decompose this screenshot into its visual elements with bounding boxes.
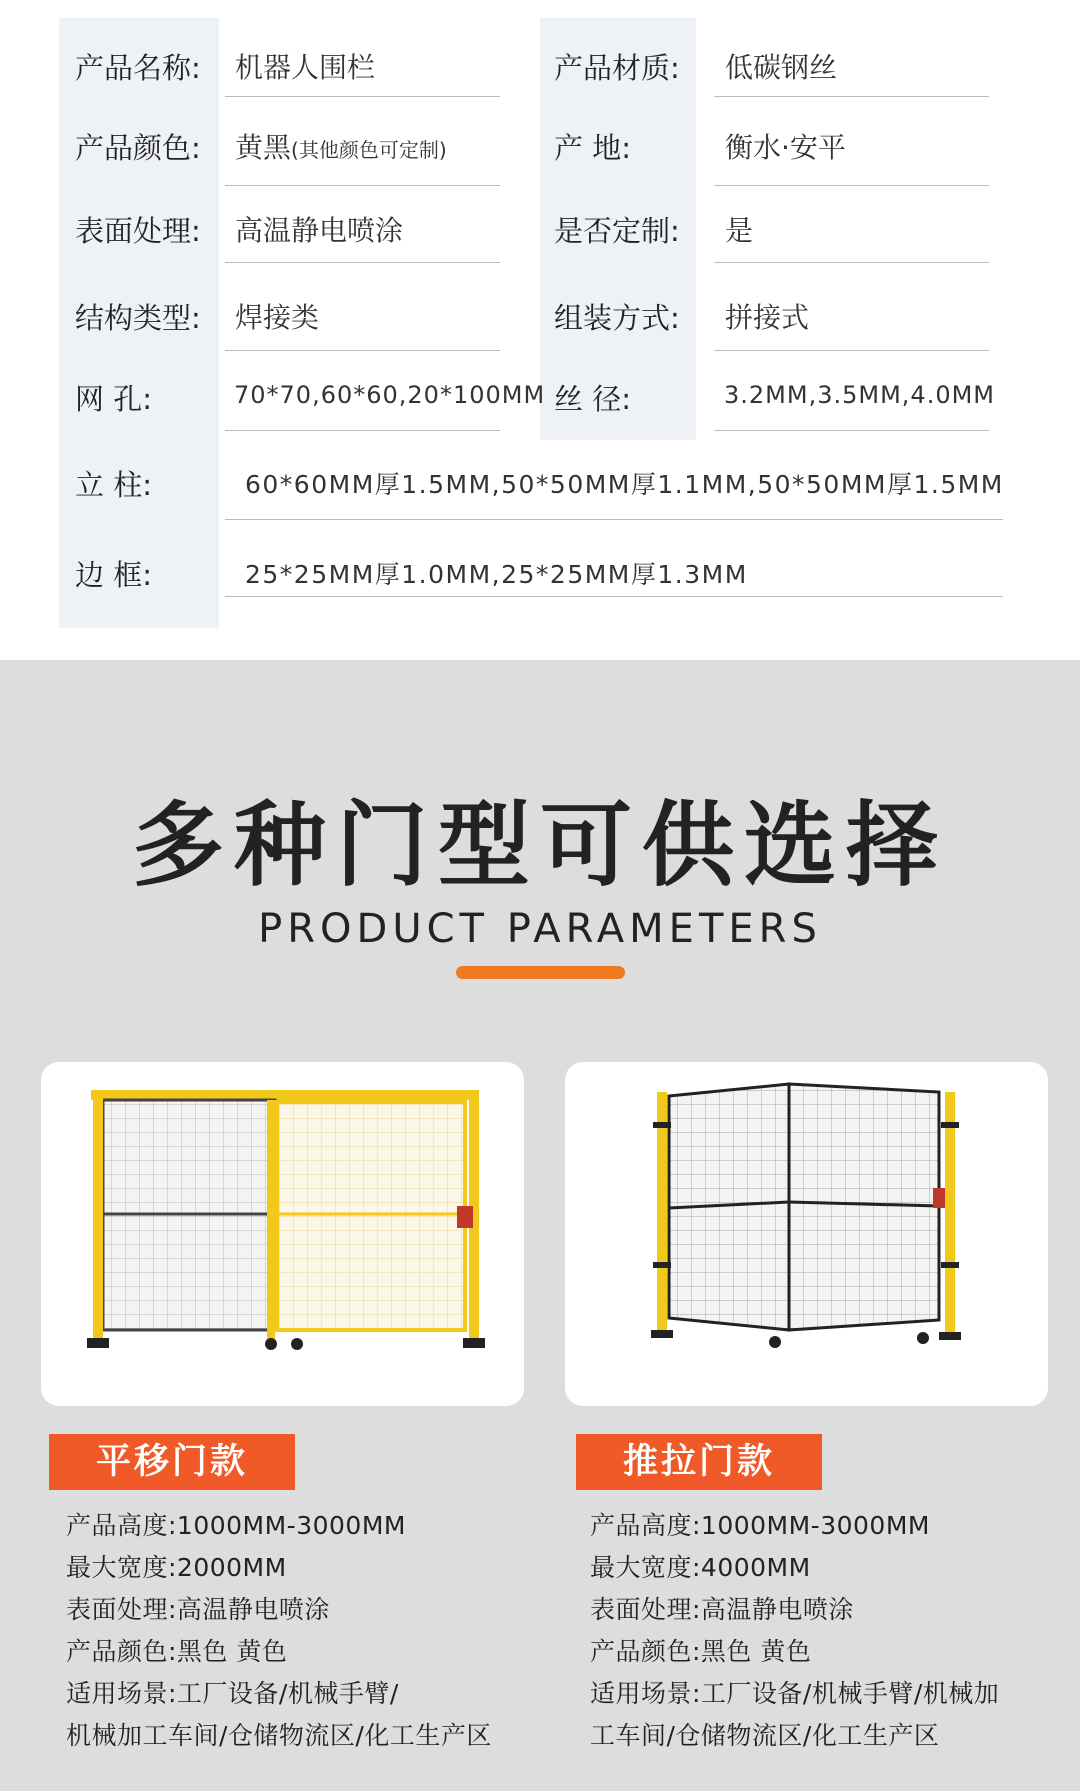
spec-value-origin: 衡水·安平 xyxy=(725,131,846,164)
spec-label-custom: 是否定制: xyxy=(554,214,680,248)
spec-value-frame: 25*25MM厚1.0MM,25*25MM厚1.3MM xyxy=(245,560,748,589)
divider xyxy=(225,185,500,186)
divider xyxy=(714,262,989,263)
color-note: (其他颜色可定制) xyxy=(291,138,447,162)
spec-label-color: 产品颜色: xyxy=(75,131,201,165)
sliding-door-fence-image xyxy=(41,1062,524,1406)
spec-value-surface: 高温静电喷涂 xyxy=(235,214,404,247)
product-tag-swing: 推拉门款 xyxy=(576,1434,822,1490)
swing-door-fence-image xyxy=(565,1062,1048,1406)
product-params-sliding xyxy=(66,1505,536,1757)
divider xyxy=(225,430,500,431)
divider xyxy=(714,430,989,431)
divider xyxy=(225,262,500,263)
param-line: 机械加工车间/仓储物流区/化工生产区 xyxy=(66,1721,492,1750)
spec-label-wire: 丝 径: xyxy=(554,382,631,416)
color-value: 黄黑 xyxy=(235,131,292,164)
param-line: 表面处理:高温静电喷涂 xyxy=(66,1595,330,1624)
product-tag-sliding: 平移门款 xyxy=(49,1434,295,1490)
param-line: 产品颜色:黑色 黄色 xyxy=(66,1637,288,1666)
spec-value-material: 低碳钢丝 xyxy=(725,51,838,84)
spec-value-assembly: 拼接式 xyxy=(725,301,810,334)
spec-value-post: 60*60MM厚1.5MM,50*50MM厚1.1MM,50*50MM厚1.5MM xyxy=(245,470,1004,499)
divider xyxy=(714,350,989,351)
product-card-swing xyxy=(565,1062,1048,1406)
param-line: 最大宽度:2000MM xyxy=(66,1553,287,1582)
product-params-swing xyxy=(590,1505,1060,1757)
spec-label-material: 产品材质: xyxy=(554,51,680,85)
param-line: 工车间/仓储物流区/化工生产区 xyxy=(590,1721,940,1750)
spec-value-color xyxy=(235,126,447,166)
spec-label-name: 产品名称: xyxy=(75,51,201,85)
param-line: 最大宽度:4000MM xyxy=(590,1553,811,1582)
param-line: 产品颜色:黑色 黄色 xyxy=(590,1637,812,1666)
spec-label-surface: 表面处理: xyxy=(75,214,201,248)
spec-value-structure: 焊接类 xyxy=(235,301,320,334)
param-line: 适用场景:工厂设备/机械手臂/ xyxy=(66,1679,399,1708)
spec-label-mesh: 网 孔: xyxy=(75,382,152,416)
spec-value-mesh: 70*70,60*60,20*100MM xyxy=(234,381,546,409)
spec-value-wire: 3.2MM,3.5MM,4.0MM xyxy=(724,381,996,409)
param-line: 适用场景:工厂设备/机械手臂/机械加 xyxy=(590,1679,1000,1708)
spec-value-name: 机器人围栏 xyxy=(235,51,376,84)
spec-label-post: 立 柱: xyxy=(75,468,152,502)
param-line: 表面处理:高温静电喷涂 xyxy=(590,1595,854,1624)
spec-value-custom: 是 xyxy=(725,214,754,247)
spec-label-structure: 结构类型: xyxy=(75,301,201,335)
divider xyxy=(225,350,500,351)
spec-label-origin: 产 地: xyxy=(554,131,631,165)
section-subtitle: PRODUCT PARAMETERS xyxy=(258,906,822,952)
divider xyxy=(225,519,1003,520)
spec-table xyxy=(0,0,1080,660)
accent-bar xyxy=(456,966,625,979)
product-card-sliding xyxy=(41,1062,524,1406)
spec-label-frame: 边 框: xyxy=(75,558,152,592)
divider xyxy=(714,96,989,97)
spec-label-assembly: 组装方式: xyxy=(554,301,680,335)
param-line: 产品高度:1000MM-3000MM xyxy=(66,1511,406,1540)
section-title: 多种门型可供选择 xyxy=(131,792,948,899)
door-types-section xyxy=(0,660,1080,1791)
param-line: 产品高度:1000MM-3000MM xyxy=(590,1511,930,1540)
divider xyxy=(225,96,500,97)
divider xyxy=(225,596,1003,597)
divider xyxy=(714,185,989,186)
